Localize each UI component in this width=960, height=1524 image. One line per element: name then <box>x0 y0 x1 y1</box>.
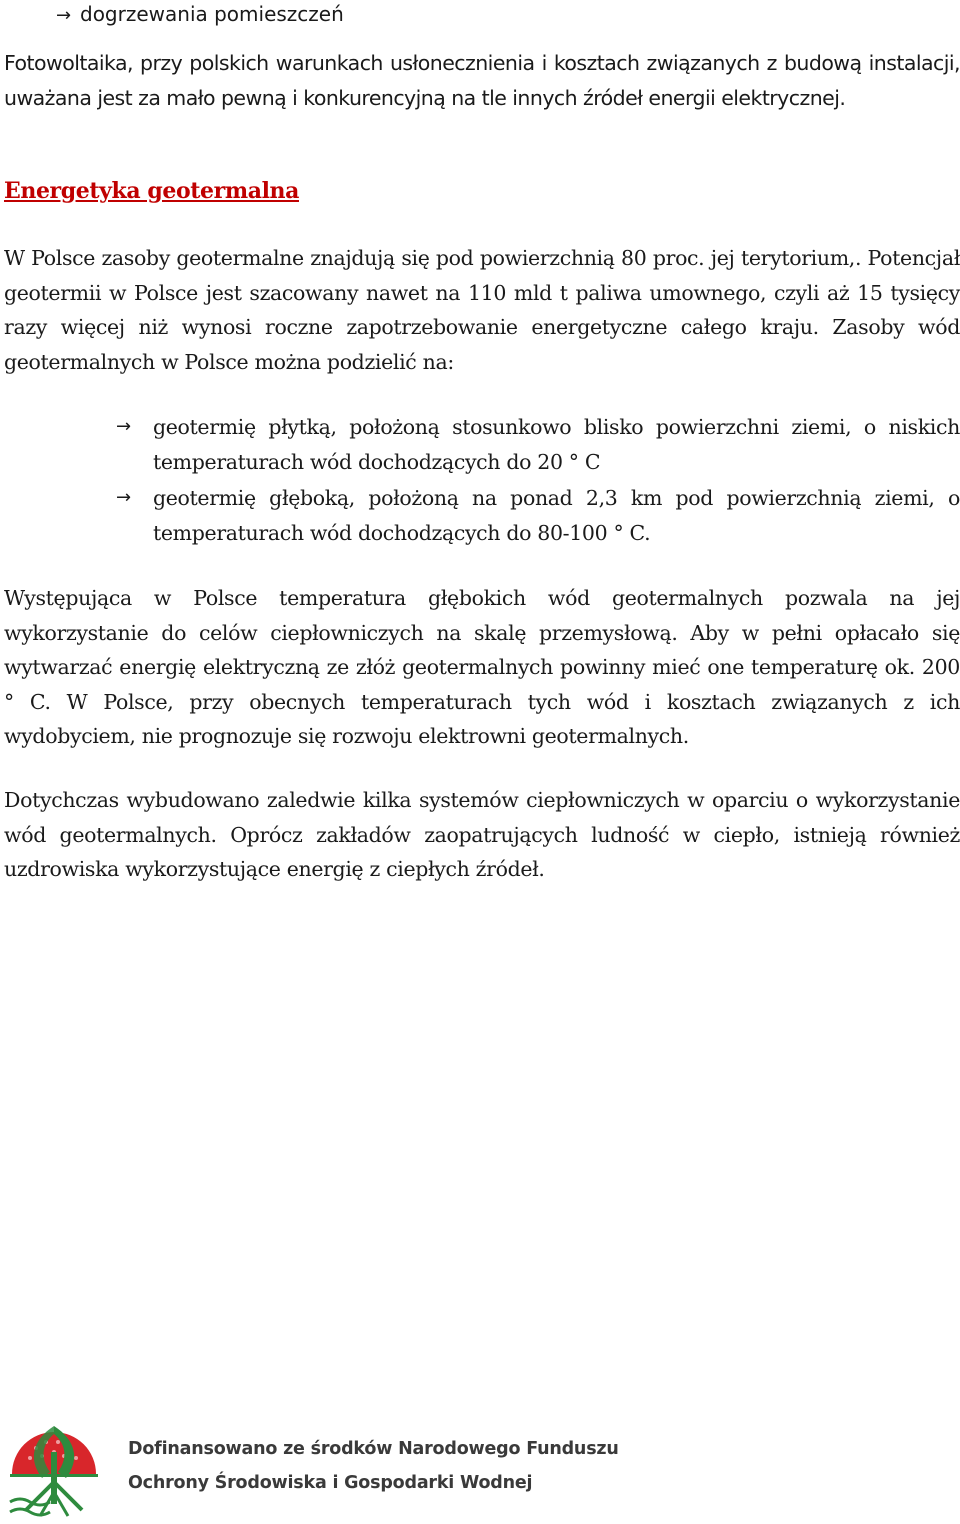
footer <box>0 1408 960 1524</box>
bullet-item-dogrzewania <box>56 0 344 30</box>
geothermal-list <box>116 410 960 552</box>
list-item <box>116 481 960 550</box>
bullet-text: dogrzewania pomieszczeń <box>80 2 344 26</box>
nfosigw-logo <box>6 1412 102 1522</box>
funding-note <box>128 1432 619 1500</box>
paragraph-dotychczas: Dotychczas wybudowano zaledwie kilka systemów ciepłowniczych w oparciu o wykorzystanie wód geotermalnych. Oprócz zakładów zaopatrujących ludność w ciepło, istnieją również uzdrowiska wykorzystujące energię z ciepłych źródeł. <box>4 788 960 881</box>
paragraph-fotowoltaika: Fotowoltaika, przy polskich warunkach usłonecznienia i kosztach związanych z budową instalacji, uważana jest za mało pewną i konkurencyjną na tle innych źródeł energii elektrycznej. <box>4 51 960 110</box>
right-arrow-icon: → <box>116 416 131 437</box>
list-item-text: geotermię głęboką, położoną na ponad 2,3 km pod powierzchnią ziemi, o temperaturach wód dochodzących do 80-100 ° C. <box>153 486 960 545</box>
section-heading: Energetyka geotermalna <box>4 178 299 204</box>
paragraph-wystepujaca: Występująca w Polsce temperatura głębokich wód geotermalnych pozwala na jej wykorzystanie do celów ciepłowniczych na skalę przemysłową. Aby w pełni opłacało się wytwarzać energię elektryczną ze złóż geotermalnych powinny mieć one temperaturę ok. 200 ° C. W Polsce, przy obecnych temperaturach tych wód i kosztach związanych z ich wydobyciem, nie prognozuje się rozwoju elektrowni geotermalnych. <box>4 586 960 748</box>
right-arrow-icon: → <box>116 487 131 508</box>
funding-line-2: Ochrony Środowiska i Gospodarki Wodnej <box>128 1473 533 1493</box>
paragraph-zasoby: W Polsce zasoby geotermalne znajdują się pod powierzchnią 80 proc. jej terytorium,. Potencjał geotermii w Polsce jest szacowany nawet na 110 mld t paliwa umownego, czyli aż 15 tysięcy razy więcej niż wynosi roczne zapotrzebowanie energetyczne całego kraju. Zasoby wód geotermalnych w Polsce można podzielić na: <box>4 246 960 374</box>
funding-line-1: Dofinansowano ze środków Narodowego Funduszu <box>128 1439 619 1459</box>
right-arrow-icon: → <box>56 5 72 26</box>
list-item <box>116 410 960 479</box>
list-item-text: geotermię płytką, położoną stosunkowo blisko powierzchni ziemi, o niskich temperaturach wód dochodzących do 20 ° C <box>153 415 960 474</box>
